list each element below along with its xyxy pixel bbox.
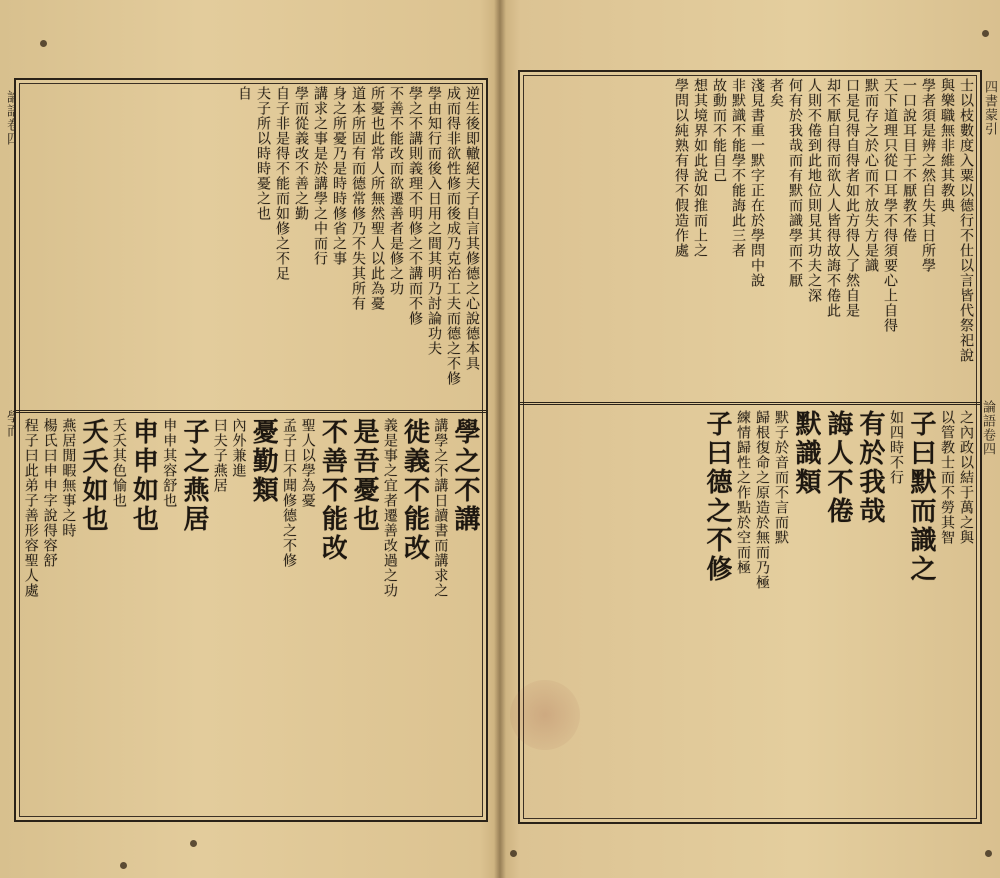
- worm-hole: [982, 30, 989, 37]
- text-column: 所憂也此常人所無然聖人以此為憂: [369, 86, 385, 311]
- text-column: 講求之事是於講學之中而行: [312, 86, 328, 266]
- text-column: 程子曰此弟子善形容聖人處: [22, 418, 39, 598]
- heading-column: 是吾憂也: [349, 418, 380, 534]
- left-margin-sub: 學而: [4, 410, 19, 438]
- worm-hole: [985, 850, 992, 857]
- text-column: 學者須是辨之然自失其日所學: [920, 78, 936, 273]
- text-column: 練情歸性之作點於空而極: [735, 410, 751, 575]
- heading-column: 不善不能改: [317, 418, 348, 563]
- left-text-frame: [14, 78, 488, 822]
- text-column: 內外兼進: [230, 418, 247, 478]
- text-column: 故動而不能自己: [711, 78, 727, 183]
- heading-column: 夭夭如也: [78, 418, 109, 534]
- text-column: 學問以純熟有得不假造作處: [673, 78, 689, 258]
- text-column: 申申其容舒也: [161, 418, 178, 508]
- text-column: 之內政以結于萬之與: [958, 410, 974, 545]
- text-column: 却不厭自得而欲人人皆得故誨不倦此: [825, 78, 841, 318]
- text-column: 成而得非欲性修而後成乃克治工夫而德之不修: [445, 86, 461, 386]
- text-column: 義是事之宜者遷善改過之功: [381, 418, 398, 598]
- heading-column: 子曰默而識之: [906, 410, 936, 584]
- text-column: 道本所固有而德常修乃不失其所有: [350, 86, 366, 311]
- text-column: 夭夭其色愉也: [110, 418, 127, 508]
- left-margin-title: 論語卷四: [4, 90, 19, 146]
- right-lower-block: [526, 410, 974, 814]
- text-column: 身之所憂乃是時時修省之事: [331, 86, 347, 266]
- text-column: 者矣: [768, 78, 784, 108]
- left-horizontal-divider: [16, 410, 486, 413]
- left-lower-block: [22, 418, 480, 816]
- heading-column: 憂勤類: [248, 418, 279, 505]
- text-column: 默子於音而不言而默: [773, 410, 789, 545]
- text-column: 逆生後即轍絕夫子自言其修德之心說德本具: [464, 86, 480, 371]
- right-margin-chapter: 論語卷四: [980, 400, 995, 456]
- heading-column: 學之不講: [450, 418, 480, 534]
- text-column: 歸根復命之原造於無而乃極: [754, 410, 770, 590]
- ink-stain: [510, 680, 580, 750]
- right-horizontal-divider: [520, 402, 980, 405]
- text-column: 不善不能改而欲遷善者是修之功: [388, 86, 404, 296]
- text-column: 一口說耳目于不厭教不倦: [901, 78, 917, 243]
- text-column: 如四時不行: [888, 410, 904, 485]
- right-upper-block: [526, 78, 974, 396]
- text-column: 聖人以學為憂: [299, 418, 316, 508]
- text-column: 與樂職無非維其教典: [939, 78, 955, 213]
- worm-hole: [510, 850, 517, 857]
- text-column: 自子非是得不能而如修之不足: [274, 86, 290, 281]
- text-column: 默而存之於心而不放失方是識: [863, 78, 879, 273]
- text-column: 學之不講則義理不明修之不講而不修: [407, 86, 423, 326]
- book-gutter: [494, 0, 506, 878]
- text-column: 夫子所以時時憂之也: [255, 86, 271, 221]
- text-column: 人則不倦到此地位則見其功夫之深: [806, 78, 822, 303]
- text-column: 淺見書重一默字正在於學問中說: [749, 78, 765, 288]
- text-column: 學由知行而後入日用之間其明乃討論功夫: [426, 86, 442, 356]
- text-column: 士以枝數度入粟以德行不仕以言皆代祭祀說: [958, 78, 974, 363]
- right-text-frame: [518, 70, 982, 824]
- worm-hole: [190, 840, 197, 847]
- worm-hole: [120, 862, 127, 869]
- heading-column: 有於我哉: [855, 410, 885, 526]
- right-page: [500, 0, 1000, 878]
- text-column: 非默識不能學不能誨此三者: [730, 78, 746, 258]
- right-margin-title: 四書蒙引: [982, 80, 997, 136]
- text-column: 孟子日不聞修德之不修: [280, 418, 297, 568]
- text-column: 想其境界如此說如推而上之: [692, 78, 708, 258]
- heading-column: 誨人不倦: [823, 410, 853, 526]
- heading-column: 子曰德之不修: [702, 410, 732, 584]
- text-column: 自: [236, 86, 252, 101]
- heading-column: 默識類: [791, 410, 821, 497]
- worm-hole: [40, 40, 47, 47]
- heading-column: 申申如也: [128, 418, 159, 534]
- heading-column: 徙義不能改: [399, 418, 430, 563]
- left-upper-block: [22, 86, 480, 404]
- text-column: 曰夫子燕居: [211, 418, 228, 493]
- heading-column: 子之燕居: [179, 418, 209, 534]
- text-column: 燕居閒暇無事之時: [60, 418, 77, 538]
- text-column: 口是見得自得者如此方得人了然自是: [844, 78, 860, 318]
- text-column: 何有於我哉而有默而識學而不厭: [787, 78, 803, 288]
- text-column: 以管教士而不勞其智: [939, 410, 955, 545]
- text-column: 天下道理只從口耳學不得須要心上自得: [882, 78, 898, 333]
- text-column: 講學之不講日讀書而講求之: [432, 418, 449, 598]
- text-column: 學而從義改不善之勤: [293, 86, 309, 221]
- text-column: 楊氏曰申申字說得容舒: [41, 418, 58, 568]
